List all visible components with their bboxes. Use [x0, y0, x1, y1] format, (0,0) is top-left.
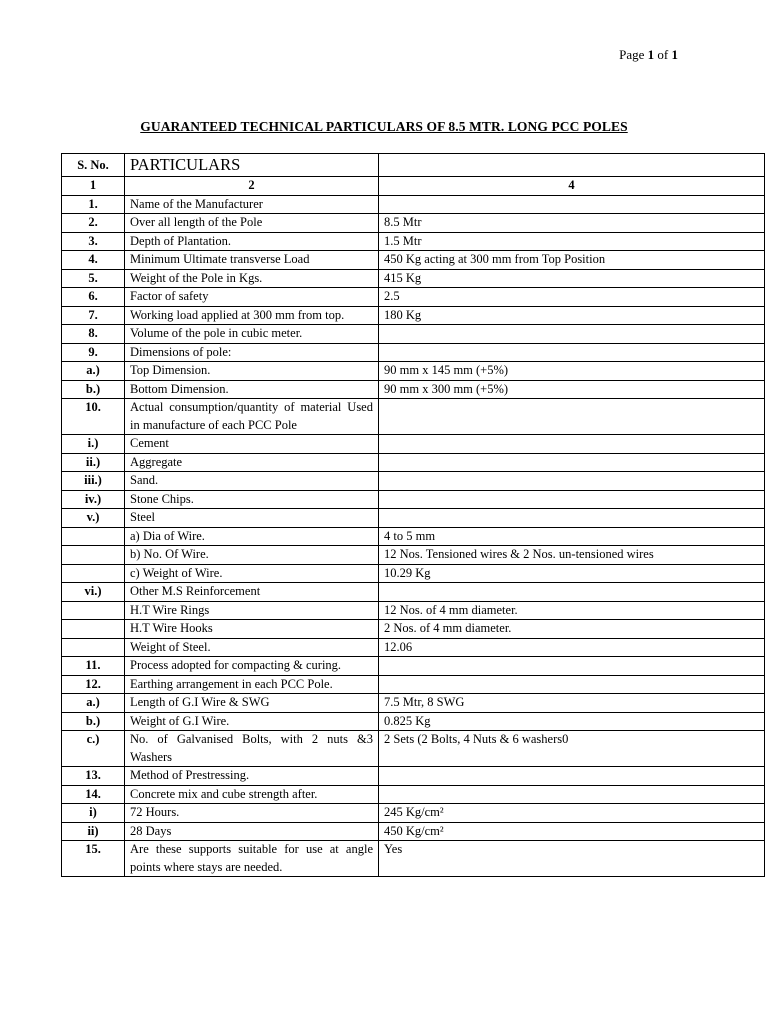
row-value: 0.825 Kg [379, 712, 765, 731]
row-value [379, 453, 765, 472]
table-header-row [62, 154, 765, 177]
table-row [62, 472, 765, 491]
row-sno: v.) [62, 509, 125, 528]
page-current: 1 [647, 47, 655, 62]
row-particular: Working load applied at 300 mm from top. [125, 306, 379, 325]
table-row [62, 638, 765, 657]
row-value: Yes [379, 841, 765, 877]
row-particular: Method of Prestressing. [125, 767, 379, 786]
row-sno: 6. [62, 288, 125, 307]
table-row [62, 509, 765, 528]
row-particular: Weight of G.I Wire. [125, 712, 379, 731]
table-row [62, 527, 765, 546]
table-row [62, 343, 765, 362]
row-value [379, 583, 765, 602]
table-row [62, 583, 765, 602]
row-particular: Volume of the pole in cubic meter. [125, 325, 379, 344]
table-row [62, 767, 765, 786]
row-value [379, 509, 765, 528]
row-value: 2 Sets (2 Bolts, 4 Nuts & 6 washers0 [379, 731, 765, 767]
row-sno: iii.) [62, 472, 125, 491]
row-value: 450 Kg acting at 300 mm from Top Position [379, 251, 765, 270]
row-particular: Dimensions of pole: [125, 343, 379, 362]
row-sno: vi.) [62, 583, 125, 602]
row-value: 90 mm x 300 mm (+5%) [379, 380, 765, 399]
table-row [62, 214, 765, 233]
row-particular: 28 Days [125, 822, 379, 841]
row-particular: Bottom Dimension. [125, 380, 379, 399]
row-sno [62, 638, 125, 657]
row-value: 12 Nos. Tensioned wires & 2 Nos. un-tensioned wires [379, 546, 765, 565]
table-row [62, 380, 765, 399]
row-sno: 11. [62, 657, 125, 676]
row-sno: 9. [62, 343, 125, 362]
table-row [62, 546, 765, 565]
row-particular: c) Weight of Wire. [125, 564, 379, 583]
page-number [619, 47, 678, 63]
header-sno: S. No. [62, 154, 125, 177]
row-value: 90 mm x 145 mm (+5%) [379, 362, 765, 381]
table-row [62, 195, 765, 214]
row-particular: b) No. Of Wire. [125, 546, 379, 565]
table-row [62, 269, 765, 288]
row-value: 245 Kg/cm² [379, 804, 765, 823]
row-sno: a.) [62, 362, 125, 381]
row-value: 2.5 [379, 288, 765, 307]
table-row [62, 657, 765, 676]
page-total: 1 [671, 47, 678, 62]
row-value: 415 Kg [379, 269, 765, 288]
row-particular: Length of G.I Wire & SWG [125, 694, 379, 713]
table-row [62, 712, 765, 731]
row-particular: H.T Wire Hooks [125, 620, 379, 639]
row-particular: Actual consumption/quantity of material Used in manufacture of each PCC Pole [125, 399, 379, 435]
row-sno: 12. [62, 675, 125, 694]
row-sno: 5. [62, 269, 125, 288]
row-value: 12 Nos. of 4 mm diameter. [379, 601, 765, 620]
row-sno: i.) [62, 435, 125, 454]
row-particular: Aggregate [125, 453, 379, 472]
table-row [62, 251, 765, 270]
row-sno: a.) [62, 694, 125, 713]
row-value: 450 Kg/cm² [379, 822, 765, 841]
table-row [62, 804, 765, 823]
row-particular: No. of Galvanised Bolts, with 2 nuts &3 Washers [125, 731, 379, 767]
row-particular: Stone Chips. [125, 490, 379, 509]
row-value [379, 657, 765, 676]
row-value: 180 Kg [379, 306, 765, 325]
row-particular: Name of the Manufacturer [125, 195, 379, 214]
row-sno: 7. [62, 306, 125, 325]
table-row [62, 435, 765, 454]
row-sno: iv.) [62, 490, 125, 509]
table-row [62, 399, 765, 435]
table-row [62, 694, 765, 713]
header-particulars: PARTICULARS [125, 154, 379, 177]
table-row [62, 306, 765, 325]
header-value [379, 154, 765, 177]
row-sno: b.) [62, 712, 125, 731]
row-particular: Cement [125, 435, 379, 454]
row-sno: 15. [62, 841, 125, 877]
row-sno: 3. [62, 232, 125, 251]
row-particular: Steel [125, 509, 379, 528]
column-number-row [62, 177, 765, 196]
row-value [379, 472, 765, 491]
row-particular: Depth of Plantation. [125, 232, 379, 251]
row-sno [62, 564, 125, 583]
row-value: 2 Nos. of 4 mm diameter. [379, 620, 765, 639]
row-value [379, 435, 765, 454]
row-sno: c.) [62, 731, 125, 767]
row-particular: Sand. [125, 472, 379, 491]
row-value [379, 785, 765, 804]
table-row [62, 601, 765, 620]
row-particular: Over all length of the Pole [125, 214, 379, 233]
page-label: Page [619, 47, 645, 62]
particulars-table [61, 153, 765, 877]
row-particular: 72 Hours. [125, 804, 379, 823]
document-title: GUARANTEED TECHNICAL PARTICULARS OF 8.5 MTR. LONG PCC POLES [140, 119, 628, 134]
column-number: 1 [62, 177, 125, 196]
table-row [62, 841, 765, 877]
row-value: 12.06 [379, 638, 765, 657]
table-row [62, 564, 765, 583]
row-sno: 4. [62, 251, 125, 270]
row-sno: 8. [62, 325, 125, 344]
row-particular: Process adopted for compacting & curing. [125, 657, 379, 676]
row-value [379, 490, 765, 509]
table-row [62, 490, 765, 509]
row-value [379, 675, 765, 694]
table-row [62, 785, 765, 804]
row-value [379, 399, 765, 435]
row-particular: Top Dimension. [125, 362, 379, 381]
row-value [379, 325, 765, 344]
row-sno: b.) [62, 380, 125, 399]
row-particular: Minimum Ultimate transverse Load [125, 251, 379, 270]
table-row [62, 675, 765, 694]
column-number: 2 [125, 177, 379, 196]
row-value [379, 343, 765, 362]
row-sno: ii.) [62, 453, 125, 472]
table-row [62, 731, 765, 767]
page-of: of [657, 47, 669, 62]
row-value: 4 to 5 mm [379, 527, 765, 546]
row-sno: i) [62, 804, 125, 823]
table-row [62, 325, 765, 344]
row-value [379, 195, 765, 214]
row-sno [62, 601, 125, 620]
row-particular: a) Dia of Wire. [125, 527, 379, 546]
row-sno: 10. [62, 399, 125, 435]
table-row [62, 288, 765, 307]
row-value: 8.5 Mtr [379, 214, 765, 233]
row-value: 1.5 Mtr [379, 232, 765, 251]
row-particular: Concrete mix and cube strength after. [125, 785, 379, 804]
row-particular: Factor of safety [125, 288, 379, 307]
row-sno: ii) [62, 822, 125, 841]
column-number: 4 [379, 177, 765, 196]
table-row [62, 453, 765, 472]
row-particular: Weight of the Pole in Kgs. [125, 269, 379, 288]
row-value: 7.5 Mtr, 8 SWG [379, 694, 765, 713]
row-value: 10.29 Kg [379, 564, 765, 583]
table-row [62, 362, 765, 381]
row-sno: 2. [62, 214, 125, 233]
row-sno [62, 620, 125, 639]
row-sno [62, 527, 125, 546]
table-row [62, 232, 765, 251]
row-particular: Weight of Steel. [125, 638, 379, 657]
row-sno: 14. [62, 785, 125, 804]
table-row [62, 822, 765, 841]
table-row [62, 620, 765, 639]
row-particular: Are these supports suitable for use at angle points where stays are needed. [125, 841, 379, 877]
row-sno [62, 546, 125, 565]
row-value [379, 767, 765, 786]
row-sno: 13. [62, 767, 125, 786]
row-particular: H.T Wire Rings [125, 601, 379, 620]
row-sno: 1. [62, 195, 125, 214]
row-particular: Earthing arrangement in each PCC Pole. [125, 675, 379, 694]
row-particular: Other M.S Reinforcement [125, 583, 379, 602]
